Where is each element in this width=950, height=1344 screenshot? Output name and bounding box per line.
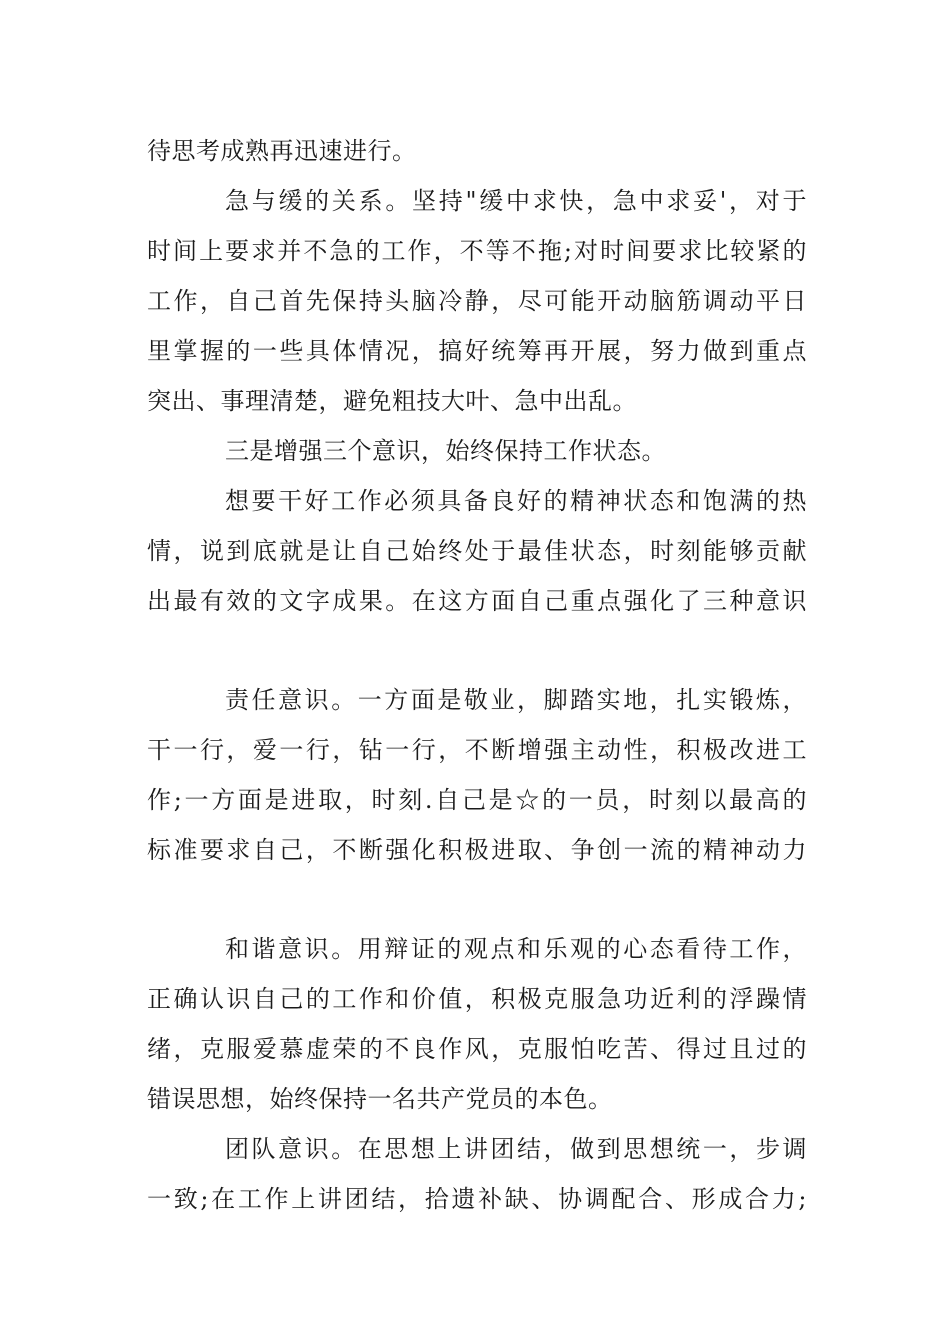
text-line: 团队意识。在思想上讲团结，做到思想统一，步调	[225, 1135, 807, 1163]
text-line: 时间上要求并不急的工作，不等不拖;对时间要求比较紧的	[147, 237, 807, 265]
text-line: 情，说到底就是让自己始终处于最佳状态，时刻能够贡献	[147, 537, 807, 565]
text-line: 一致;在工作上讲团结，拾遗补缺、协调配合、形成合力;	[147, 1185, 807, 1213]
text-line: 和谐意识。用辩证的观点和乐观的心态看待工作，	[225, 935, 807, 963]
text-line: 标准要求自己，不断强化积极进取、争创一流的精神动力	[147, 836, 807, 864]
section-heading: 三是增强三个意识，始终保持工作状态。	[225, 437, 666, 465]
text-line: 突出、事理清楚，避免粗技大叶、急中出乱。	[147, 387, 637, 415]
text-line: 急与缓的关系。坚持"缓中求快，急中求妥'，对于	[225, 187, 807, 215]
text-line: 责任意识。一方面是敬业，脚踏实地，扎实锻炼，	[225, 686, 807, 714]
text-line: 工作，自己首先保持头脑冷静，尽可能开动脑筋调动平日	[147, 287, 807, 315]
text-line: 正确认识自己的工作和价值，积极克服急功近利的浮躁情	[147, 985, 807, 1013]
text-line: 作;一方面是进取，时刻.自己是☆的一员，时刻以最高的	[147, 786, 807, 814]
text-line: 里掌握的一些具体情况，搞好统筹再开展，努力做到重点	[147, 337, 807, 365]
text-line: 待思考成熟再迅速进行。	[147, 137, 417, 165]
text-line: 出最有效的文字成果。在这方面自己重点强化了三种意识	[147, 587, 807, 615]
text-line: 绪，克服爱慕虚荣的不良作风，克服怕吃苦、得过且过的	[147, 1035, 807, 1063]
text-line: 想要干好工作必须具备良好的精神状态和饱满的热	[225, 487, 807, 515]
text-line: 干一行，爱一行，钻一行，不断增强主动性，积极改进工	[147, 736, 807, 764]
text-line: 错误思想，始终保持一名共产党员的本色。	[147, 1085, 613, 1113]
